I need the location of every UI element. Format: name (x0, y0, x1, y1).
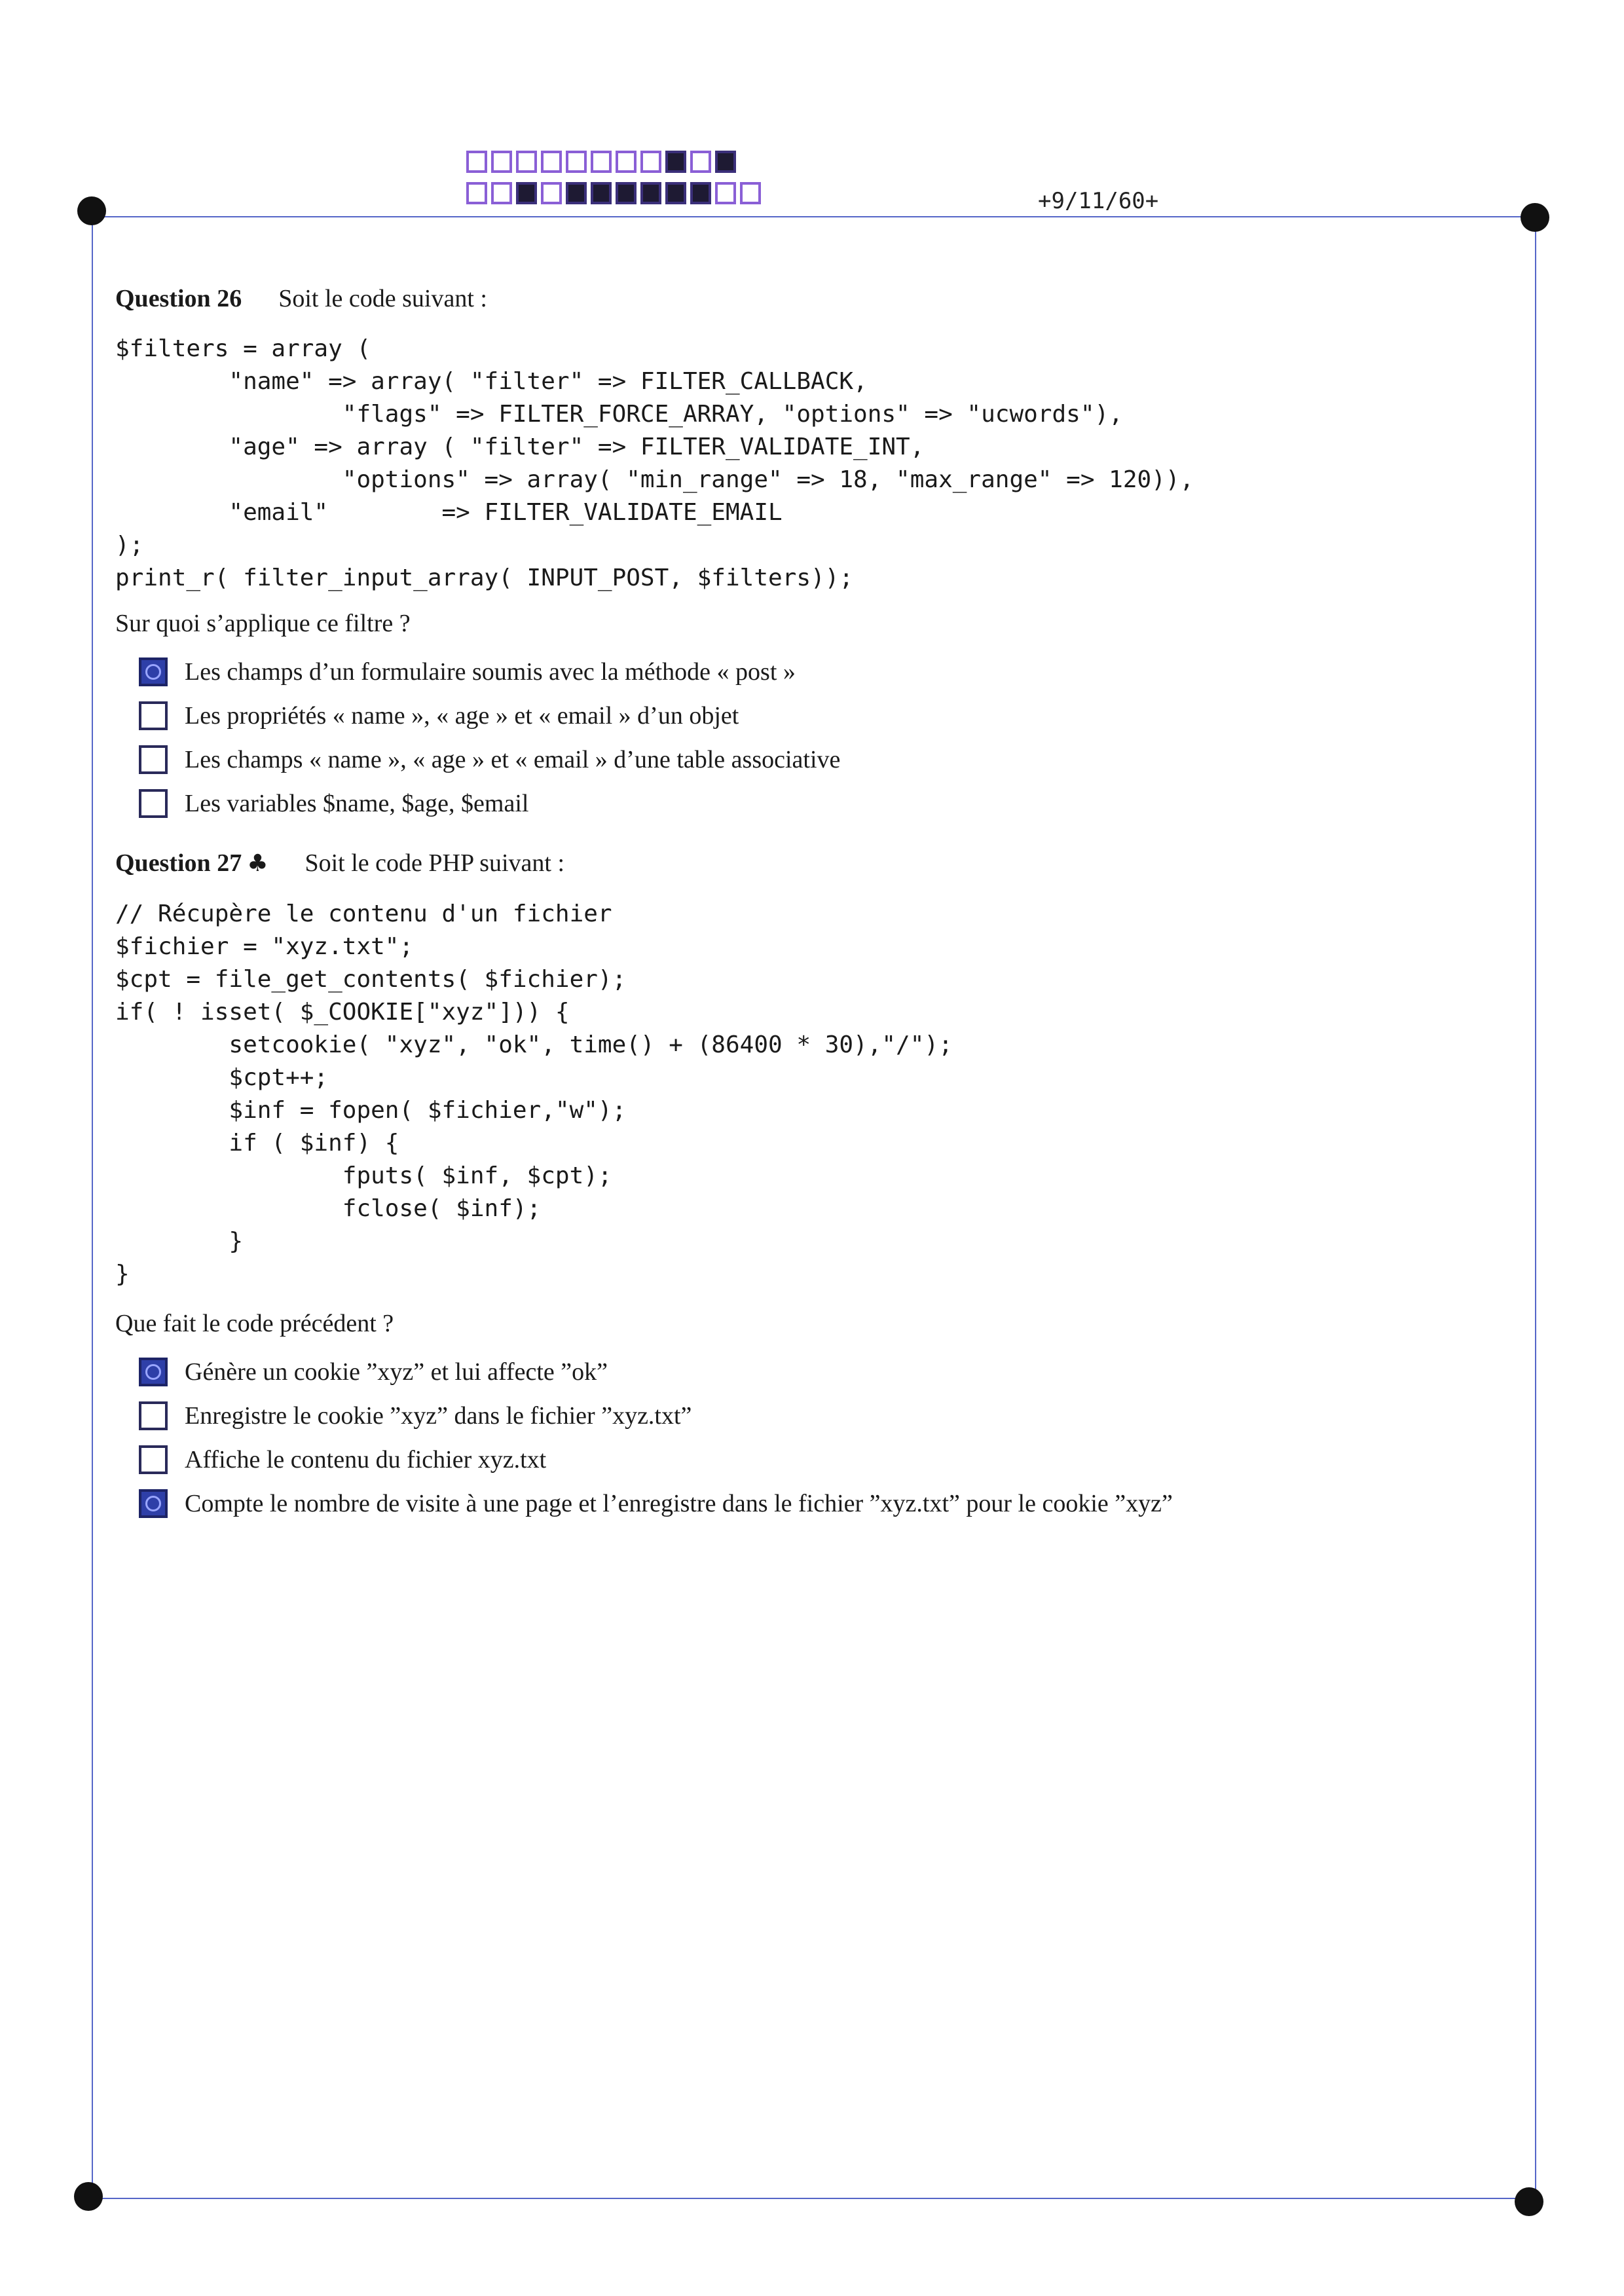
answer-label: Les champs « name », « age » et « email » d’une table associative (185, 745, 841, 773)
code-line: "options" => array( "min_range" => 18, "max_range" => 120)), (115, 466, 1194, 493)
barcode-cell (566, 182, 587, 204)
answer-option[interactable] (139, 1481, 1517, 1525)
barcode-cell (715, 151, 736, 173)
corner-marker-top-right (1521, 203, 1549, 232)
question-header (115, 847, 1517, 880)
answer-label: Affiche le contenu du fichier xyz.txt (185, 1445, 547, 1473)
club-icon: ♣ (247, 850, 268, 877)
answer-option[interactable] (139, 694, 1517, 737)
code-line: if ( $inf) { (115, 1130, 399, 1157)
answer-checkbox[interactable] (139, 701, 168, 730)
answer-list (115, 1350, 1517, 1525)
question-number: Question 27 (115, 849, 242, 877)
frame-right-line (1535, 216, 1536, 2199)
question-prompt: Que fait le code précédent ? (115, 1310, 394, 1337)
corner-marker-bottom-right (1515, 2187, 1543, 2216)
question-intro: Soit le code PHP suivant : (304, 849, 565, 877)
answer-checkbox[interactable] (139, 657, 168, 686)
answer-label: Compte le nombre de visite à une page et l’enregistre dans le fichier ”xyz.txt” pour le cookie ”xyz” (185, 1489, 1173, 1517)
frame-bottom-line (92, 2198, 1536, 2199)
answer-list (115, 650, 1517, 825)
code-line: fputs( $inf, $cpt); (115, 1162, 612, 1189)
question-header (115, 283, 1517, 314)
code-line: "name" => array( "filter" => FILTER_CALLBACK, (115, 368, 868, 395)
exam-content (115, 283, 1517, 1525)
barcode-cell (740, 182, 761, 204)
code-line: if( ! isset( $_COOKIE["xyz"])) { (115, 999, 570, 1026)
code-line: fclose( $inf); (115, 1195, 542, 1222)
code-line: } (115, 1228, 244, 1255)
barcode-cell (616, 182, 637, 204)
barcode-cell (516, 151, 537, 173)
answer-checkbox[interactable] (139, 745, 168, 774)
barcode-cell (665, 151, 686, 173)
question-27 (115, 847, 1517, 1525)
answer-checkbox[interactable] (139, 1489, 168, 1518)
barcode-cell (466, 151, 487, 173)
barcode-cell (665, 182, 686, 204)
code-block (115, 898, 1517, 1291)
code-block (115, 333, 1517, 595)
code-line: print_r( filter_input_array( INPUT_POST, $filters)); (115, 565, 854, 591)
answer-label: Les variables $name, $age, $email (185, 789, 529, 817)
answer-option[interactable] (139, 1394, 1517, 1437)
answer-checkbox[interactable] (139, 1401, 168, 1430)
corner-marker-top-left (77, 196, 106, 225)
code-line: ); (115, 532, 144, 559)
barcode-cell (640, 182, 661, 204)
page-code: +9/11/60+ (1038, 188, 1159, 214)
barcode-cell (616, 151, 637, 173)
answer-label: Les champs d’un formulaire soumis avec la méthode « post » (185, 657, 796, 686)
question-26 (115, 283, 1517, 825)
code-line: // Récupère le contenu d'un fichier (115, 900, 612, 927)
answer-checkbox[interactable] (139, 789, 168, 818)
code-line: setcookie( "xyz", "ok", time() + (86400 * 30),"/"); (115, 1031, 953, 1058)
frame-top-line (92, 216, 1536, 217)
code-line: $cpt = file_get_contents( $fichier); (115, 966, 627, 993)
corner-marker-bottom-left (74, 2182, 103, 2211)
code-line: $inf = fopen( $fichier,"w"); (115, 1097, 627, 1124)
code-line: "email" => FILTER_VALIDATE_EMAIL (115, 499, 783, 526)
code-line: $fichier = "xyz.txt"; (115, 933, 414, 960)
question-number: Question 26 (115, 285, 242, 312)
frame-left-line (92, 216, 93, 2199)
barcode-cell (690, 151, 711, 173)
barcode-cell (591, 151, 612, 173)
answer-option[interactable] (139, 781, 1517, 825)
barcode-cell (541, 182, 562, 204)
question-intro: Soit le code suivant : (278, 285, 487, 312)
barcode-cell (566, 151, 587, 173)
barcode-cell (491, 182, 512, 204)
answer-option[interactable] (139, 1437, 1517, 1481)
answer-option[interactable] (139, 650, 1517, 694)
barcode-cell (640, 151, 661, 173)
barcode-cell (690, 182, 711, 204)
question-prompt: Sur quoi s’applique ce filtre ? (115, 610, 411, 637)
answer-option[interactable] (139, 1350, 1517, 1394)
barcode-row (466, 182, 761, 204)
code-line: $cpt++; (115, 1064, 329, 1091)
barcode-row (466, 151, 736, 173)
answer-label: Les propriétés « name », « age » et « email » d’un objet (185, 701, 739, 730)
code-line: } (115, 1261, 130, 1287)
barcode-cell (715, 182, 736, 204)
code-line: $filters = array ( (115, 335, 371, 362)
barcode-cell (516, 182, 537, 204)
answer-label: Enregistre le cookie ”xyz” dans le fichier ”xyz.txt” (185, 1401, 692, 1430)
barcode-cell (466, 182, 487, 204)
answer-label: Génère un cookie ”xyz” et lui affecte ”ok” (185, 1358, 608, 1386)
answer-checkbox[interactable] (139, 1358, 168, 1386)
barcode-cell (591, 182, 612, 204)
answer-checkbox[interactable] (139, 1445, 168, 1474)
code-line: "flags" => FILTER_FORCE_ARRAY, "options" => "ucwords"), (115, 401, 1123, 428)
answer-option[interactable] (139, 737, 1517, 781)
barcode-cell (541, 151, 562, 173)
barcode-cell (491, 151, 512, 173)
code-line: "age" => array ( "filter" => FILTER_VALIDATE_INT, (115, 434, 925, 460)
